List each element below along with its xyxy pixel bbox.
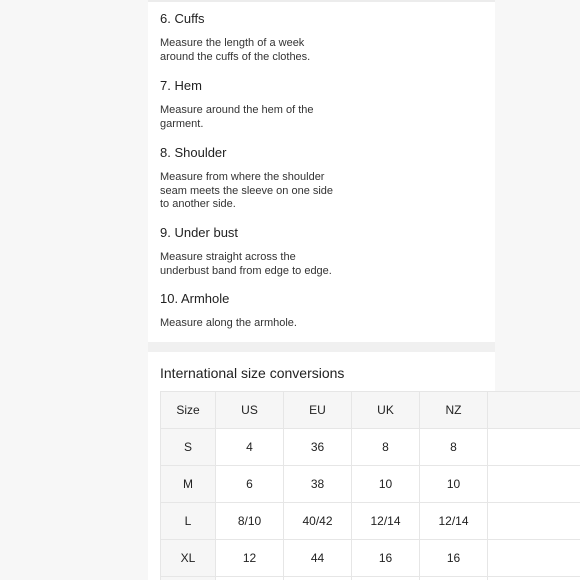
extra-cell	[488, 540, 580, 577]
eu-cell: 40/42	[284, 503, 352, 540]
us-cell: 4	[216, 429, 284, 466]
measurement-title: 8. Shoulder	[160, 145, 227, 160]
nz-cell: 12/14	[420, 503, 488, 540]
extra-cell	[488, 577, 580, 580]
us-cell: 12	[216, 540, 284, 577]
measurement-title: 6. Cuffs	[160, 11, 205, 26]
table-row	[161, 540, 580, 577]
extra-cell	[488, 466, 580, 503]
eu-cell: 44	[284, 540, 352, 577]
nz-cell: 10	[420, 466, 488, 503]
measurement-shoulder	[160, 145, 480, 212]
column-header-nz: NZ	[420, 392, 488, 429]
measurement-description: Measure along the armhole.	[160, 317, 297, 329]
column-header-extra	[488, 392, 580, 429]
uk-cell: 12/14	[352, 503, 420, 540]
us-cell	[216, 577, 284, 580]
section-divider	[148, 342, 495, 352]
extra-cell	[488, 429, 580, 466]
column-header-size: Size	[161, 392, 216, 429]
uk-cell: 16	[352, 540, 420, 577]
measurement-armhole	[160, 291, 480, 331]
column-header-eu: EU	[284, 392, 352, 429]
measurement-hem	[160, 78, 480, 131]
column-header-uk: UK	[352, 392, 420, 429]
column-header-us: US	[216, 392, 284, 429]
table-row	[161, 466, 580, 503]
uk-cell	[352, 577, 420, 580]
size-cell: XL	[161, 540, 216, 577]
nz-cell: 16	[420, 540, 488, 577]
measurement-description: Measure from where the shoulder seam meets the sleeve on one side to another side.	[160, 171, 334, 210]
nz-cell: 8	[420, 429, 488, 466]
table-header-row	[161, 392, 580, 429]
us-cell: 6	[216, 466, 284, 503]
table-row	[161, 577, 580, 580]
table-row	[161, 429, 580, 466]
extra-cell	[488, 503, 580, 540]
nz-cell	[420, 577, 488, 580]
eu-cell: 36	[284, 429, 352, 466]
measurement-under-bust	[160, 225, 480, 278]
size-cell: L	[161, 503, 216, 540]
measurement-description: Measure the length of a week around the cuffs of the clothes.	[160, 37, 311, 63]
table-row	[161, 503, 580, 540]
eu-cell: 38	[284, 466, 352, 503]
measurement-title: 10. Armhole	[160, 291, 230, 306]
conversions-heading: International size conversions	[160, 365, 345, 381]
measurement-cuffs	[160, 11, 480, 64]
size-cell	[161, 577, 216, 580]
measurement-title: 7. Hem	[160, 78, 202, 93]
size-cell: M	[161, 466, 216, 503]
measurement-title: 9. Under bust	[160, 225, 239, 240]
us-cell: 8/10	[216, 503, 284, 540]
uk-cell: 10	[352, 466, 420, 503]
measurement-description: Measure straight across the underbust band from edge to edge.	[160, 251, 332, 277]
measurement-description: Measure around the hem of the garment.	[160, 104, 314, 130]
conversions-table-scroll[interactable]	[160, 391, 580, 580]
size-conversion-table	[160, 391, 580, 580]
top-divider	[148, 0, 495, 2]
uk-cell: 8	[352, 429, 420, 466]
eu-cell	[284, 577, 352, 580]
size-cell: S	[161, 429, 216, 466]
